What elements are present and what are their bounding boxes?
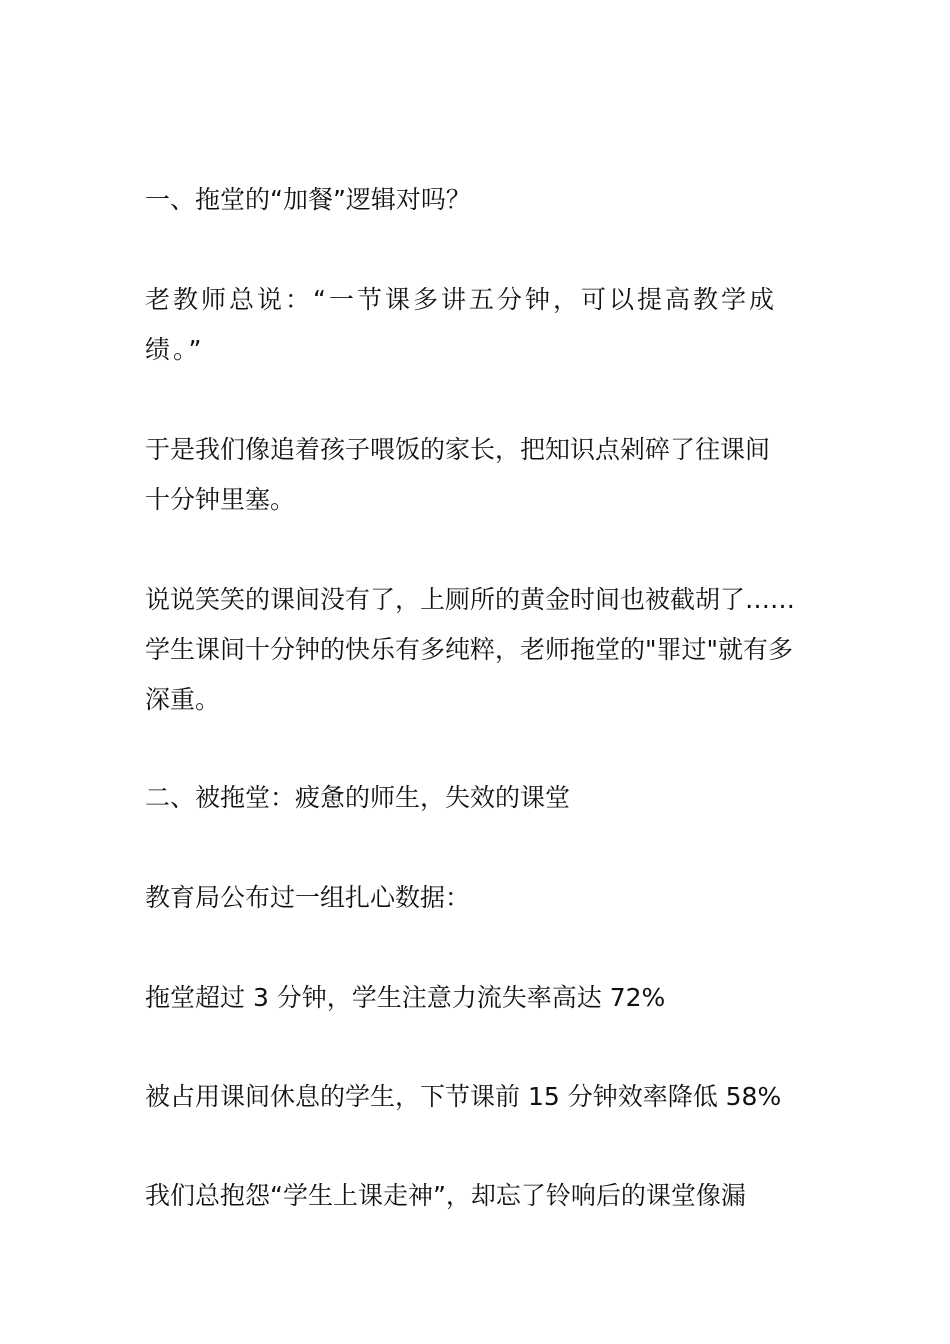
text-line: 学生课间十分钟的快乐有多纯粹，老师拖堂的"罪过"就有多 bbox=[145, 635, 794, 664]
text-line: 二、被拖堂：疲惫的师生，失效的课堂 bbox=[145, 783, 571, 812]
text-line: 被占用课间休息的学生，下节课前 15 分钟效率降低 58% bbox=[145, 1082, 782, 1111]
text-line: 于是我们像追着孩子喂饭的家长，把知识点剁碎了往课间 bbox=[145, 435, 771, 464]
paragraph-stat-attention bbox=[145, 973, 815, 1023]
paragraph-break-time bbox=[145, 425, 815, 525]
text-line: 一、拖堂的“加餐”逻辑对吗？ bbox=[145, 185, 471, 214]
text-line: 教育局公布过一组扎心数据： bbox=[145, 883, 471, 912]
paragraph-data-intro bbox=[145, 873, 815, 923]
paragraph-happiness bbox=[145, 575, 815, 725]
text-line: 十分钟里塞。 bbox=[145, 485, 296, 514]
paragraph-complaint bbox=[145, 1171, 815, 1221]
text-line: 说说笑笑的课间没有了，上厕所的黄金时间也被截胡了…… bbox=[145, 585, 796, 614]
section-heading-1 bbox=[145, 175, 815, 225]
text-line: 深重。 bbox=[145, 685, 221, 714]
paragraph-quote bbox=[145, 275, 815, 375]
text-line: 绩。” bbox=[145, 335, 205, 364]
paragraph-stat-efficiency bbox=[145, 1072, 815, 1122]
section-heading-2 bbox=[145, 773, 815, 823]
text-line: 拖堂超过 3 分钟，学生注意力流失率高达 72% bbox=[145, 983, 666, 1012]
text-line: 我们总抱怨“学生上课走神”，却忘了铃响后的课堂像漏 bbox=[145, 1181, 746, 1210]
text-line: 老教师总说：“一节课多讲五分钟，可以提高教学成 bbox=[145, 285, 777, 314]
